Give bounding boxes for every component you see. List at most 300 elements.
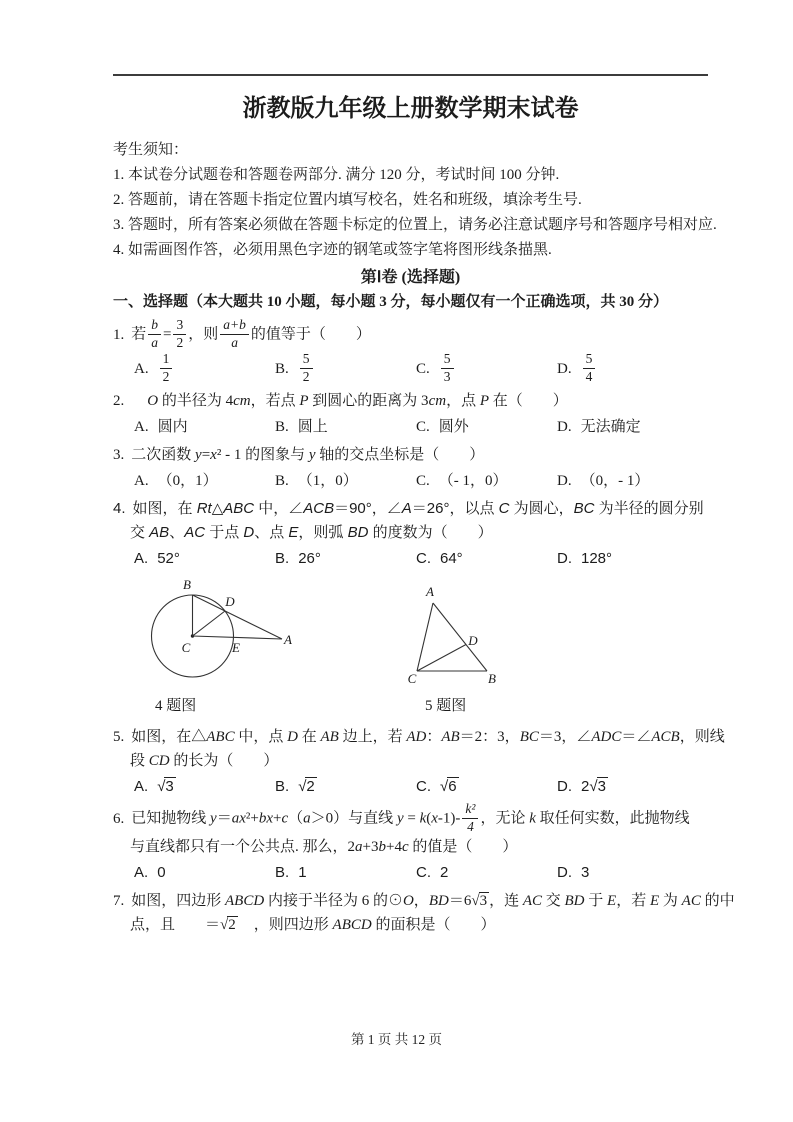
text-run: △ [211,500,224,518]
option-A [134,353,275,385]
question-line [113,803,708,835]
option-value [298,473,358,489]
math-text: x [431,810,438,827]
segment-AC [417,603,433,671]
fraction-denominator: 2 [162,368,170,384]
text-run: ，若 [616,893,650,910]
option-value [440,864,448,881]
text-run: 已知抛物线 [131,810,211,827]
text-run: 中，∠ [254,500,304,518]
question-line [113,889,735,913]
fraction-denominator: a [151,334,159,350]
text-run: 的值是（ ） [408,839,518,856]
math-text: k [419,810,427,827]
option-value [581,550,612,567]
question-line [113,913,708,937]
text-run: ＝ [205,917,221,934]
fraction-numerator: 5 [441,352,454,369]
text-run: 的值等于（ ） [250,326,371,343]
page-footer: 第 1 页 共 12 页 [350,1032,443,1047]
sqrt-expression [220,917,238,933]
page-title: 浙教版九年级上册数学期末试卷 [242,96,579,122]
option-label: B. [275,864,290,882]
option-value [439,351,456,384]
questions-group-b [113,725,735,937]
text-run: 交 [130,524,150,542]
text-run: ，则四边形 [253,917,333,934]
math-text: a [303,810,311,827]
fraction-numerator: 3 [173,318,186,335]
option-value [581,473,650,489]
radicand: 3 [479,893,488,910]
option-value [581,864,589,881]
text-run: ＝ [216,810,232,827]
option-label: B. [275,473,289,490]
radicand: 3 [165,778,174,796]
fraction-numerator: b [148,318,161,335]
option-label: D. [557,778,572,796]
text-run: 圆上 [297,419,328,436]
option-label: B. [275,360,289,377]
text-run: 无法确定 [580,419,641,436]
text-run: （ [288,810,304,827]
math-text: AD [406,729,427,746]
text-run: ，点 [446,393,480,410]
question-number: 1. [113,326,125,343]
question-line [113,725,725,749]
text-run: 为半径的圆分别 [594,500,704,518]
fraction [583,352,596,384]
option-D [557,353,708,385]
figure-4-diagram [135,575,305,691]
math-text: E [607,893,617,910]
math-text: b [378,839,386,856]
text-run: 128° [581,550,613,568]
text-run: ＝90°，∠ [334,500,402,518]
option-C [416,353,557,385]
text-run: ，则弧 [298,524,348,542]
question-line [113,749,708,773]
text-run: 0 [157,864,166,882]
math-text: E [649,893,660,910]
text-run: ，则 [188,326,219,343]
math-text: ABCD [225,893,265,910]
text-run: 轴的交点坐标是（ ） [315,447,485,464]
radical-sign: √ [298,778,307,796]
question-6 [113,803,708,885]
math-text: CD [148,753,170,770]
fraction [173,318,186,350]
math-text: ABC [206,729,235,746]
fraction-denominator: 3 [443,368,451,384]
option-label: C. [416,360,430,377]
figure-4-caption: 4 题图 [155,698,197,715]
fraction-numerator: k² [462,802,478,819]
text-run: （1，0） [297,473,358,490]
option-value [157,864,165,881]
text-run: ＞0）与直线 [310,810,397,827]
radical-sign: √ [157,778,166,796]
segment-CD [417,645,466,672]
question-number: 5. [113,729,125,746]
math-text: a [355,839,363,856]
option-label: C. [416,419,430,436]
math-text: ACB [303,500,335,518]
notice-item-1: 1. 本试卷分试题卷和答题卷两部分. 满分 120 分，考试时间 100 分钟. [113,167,560,183]
radical-sign: √ [589,778,598,796]
section-instruction: 一、选择题（本大题共 10 小题，每小题 3 分，每小题仅有一个正确选项，共 30 分） [113,294,669,310]
question-line [113,497,708,521]
option-label: C. [416,864,431,882]
text-run: 2 [440,864,449,882]
point-label-C: C [181,640,191,656]
point-label-B: B [183,577,191,593]
math-text: ax [231,810,246,827]
radical-sign: √ [471,893,480,910]
question-line [113,521,708,545]
math-text: P [299,393,309,410]
math-text: BD [428,893,449,910]
question-number: 7. [113,893,125,910]
notice-item-2: 2. 答题前，请在答题卡指定位置内填写校名，姓名和班级，填涂考生号. [113,192,582,208]
fraction-numerator: a+b [220,318,249,335]
text-run: 的度数为（ ） [368,524,493,542]
text-run: 如图，在△ [131,729,207,746]
option-C [416,415,557,439]
math-text: bx [258,810,274,827]
fraction [220,318,249,350]
segment-CD [193,611,226,636]
point-label-D: D [468,633,478,649]
text-run: 与直线都只有一个公共点. 那么，2 [130,839,356,856]
text-run: 取任何实数，此抛物线 [535,810,690,827]
text-run: 64° [440,550,463,568]
question-number: 6. [113,810,125,827]
option-label: C. [416,778,431,796]
options-row [134,775,708,799]
text-run: 在（ ） [489,393,568,410]
question-4 [113,497,708,571]
text-run: 1 [298,864,307,882]
option-A [134,861,275,885]
fraction-denominator: a [231,334,238,350]
question-line [113,835,708,859]
math-text: y [396,810,404,827]
text-run: ，则线 [679,729,725,746]
text-run: ，无论 [480,810,530,827]
option-label: A. [134,360,149,377]
math-text: ADC [591,729,622,746]
radicand: 2 [228,917,236,934]
text-run: -1)- [437,810,461,827]
option-D [557,415,708,439]
question-2 [113,389,708,439]
text-run: 的面积是（ ） [371,917,496,934]
text-run: （0，- 1） [580,473,650,490]
options-row [134,353,708,385]
text-run: 的半径为 4 [158,393,234,410]
point-label-E: E [232,640,240,656]
point-label-C: C [407,671,417,687]
math-text: P [479,393,489,410]
fraction [160,352,173,384]
question-5 [113,725,725,799]
option-C [416,469,557,493]
option-value [440,550,463,567]
notice-item-4: 4. 如需画图作答，必须用黑色字迹的钢笔或签字笔将图形线条描黑. [113,242,552,258]
math-text: E [288,524,299,542]
option-C [416,775,557,799]
text-run: （- 1，0） [438,473,508,490]
section-title: 第Ⅰ卷 (选择题) [360,269,461,286]
fraction-denominator: 2 [302,368,310,384]
question-3 [113,443,708,493]
option-value [157,778,176,795]
text-run: ，若点 [250,393,300,410]
radical-sign: √ [440,778,449,796]
option-label: B. [275,778,290,796]
option-D [557,775,708,799]
text-run: 圆内 [157,419,188,436]
math-text: C [498,500,510,518]
text-run: = [163,326,172,343]
question-line [113,443,708,467]
text-run: 边上，若 [338,729,407,746]
text-run: （0，1） [157,473,218,490]
text-run: 2 [581,778,590,796]
text-run: ² - 1 的图象与 [216,447,309,464]
option-value [581,419,641,435]
text-run: 交 [542,893,565,910]
text-run: 段 [130,753,149,770]
option-B [275,415,416,439]
sqrt-expression [298,778,317,795]
option-label: B. [275,419,289,436]
option-label: A. [134,550,149,568]
point-label-B: B [488,671,496,687]
option-label: A. [134,419,149,436]
math-text: O [147,393,159,410]
point-label-D: D [225,594,235,610]
text-run: = [403,810,420,827]
option-A [134,415,275,439]
math-text: A [401,500,412,518]
figures-row [113,573,708,721]
text-run: 到圆心的距离为 3 [308,393,429,410]
option-B [275,469,416,493]
figure-5-caption: 5 题图 [425,698,467,715]
math-text: ABC [223,500,255,518]
text-run: 如图，四边形 [131,893,226,910]
question-7 [113,889,735,937]
option-value [298,419,328,435]
option-value [440,778,459,795]
text-run: ＝2：3， [459,729,520,746]
question-number: 2. [113,393,125,410]
option-label: D. [557,360,572,377]
sqrt-expression [471,893,489,909]
math-text: cm [428,393,447,410]
math-text: AC [184,524,206,542]
math-text: AC [681,893,701,910]
segment-BA [193,595,283,639]
notice-label: 考生须知： [113,142,189,158]
option-value [581,351,598,384]
fraction-denominator: 2 [176,334,184,350]
fraction-denominator: 4 [585,368,593,384]
text-run: 内接于半径为 6 的⊙ [264,893,403,910]
point-label-A: A [284,632,292,648]
math-text: k [529,810,536,827]
text-run: 为圆心， [509,500,574,518]
text-run: 26° [298,550,321,568]
point-label-A: A [426,584,434,600]
option-label: D. [557,473,572,490]
text-run: ： [426,729,442,746]
options-row [134,547,708,571]
text-run: ＝3，∠ [538,729,592,746]
option-A [134,547,275,571]
text-run: 若 [131,326,147,343]
option-value [298,351,315,384]
text-run: ²+ [245,810,259,827]
math-text: x [210,447,217,464]
text-run: 、点 [254,524,289,542]
math-text: Rt [196,500,212,518]
option-label: D. [557,550,572,568]
radicand: 3 [597,778,606,796]
fraction-denominator: 4 [467,818,474,834]
option-value [158,473,218,489]
math-text: ABCD [332,917,372,934]
math-text: AB [149,524,170,542]
option-value [581,778,608,795]
fraction-numerator: 1 [160,352,173,369]
math-text: y [210,810,217,827]
text-run: ＝6 [448,893,472,910]
fraction [441,352,454,384]
sqrt-expression [589,778,608,795]
text-run: 二次函数 [131,447,196,464]
options-row [134,415,708,439]
option-label: A. [134,778,149,796]
text-run: = [201,447,211,464]
text-run: 的中 [700,893,735,910]
option-value [439,473,508,489]
text-run: 点，且 [130,917,176,934]
text-run: ，连 [489,893,523,910]
text-run: ＝∠ [621,729,652,746]
figure-5-diagram [400,581,510,689]
question-number: 3. [113,447,125,464]
sqrt-expression [157,778,176,795]
text-run: 为 [659,893,682,910]
page-content [113,0,735,937]
text-run: 圆外 [438,419,469,436]
text-run: ， [413,893,429,910]
option-label: D. [557,864,572,882]
option-value [298,778,317,795]
option-D [557,861,708,885]
math-text: c [401,839,409,856]
option-value [439,419,469,435]
option-label: B. [275,550,290,568]
text-run: + [273,810,282,827]
fraction-numerator: 5 [300,352,313,369]
question-line [113,389,708,413]
text-run: 52° [157,550,180,568]
option-value [158,419,188,435]
text-run: ＝26°，以点 [411,500,499,518]
text-run: +4 [385,839,402,856]
segment-AB [433,603,487,671]
math-text: AB [441,729,460,746]
option-B [275,775,416,799]
question-1 [113,319,708,385]
math-text: O [402,893,414,910]
math-text: BC [519,729,539,746]
math-text: BD [564,893,585,910]
option-A [134,775,275,799]
math-text: BD [347,524,369,542]
questions-group-a [113,319,708,571]
sqrt-expression [440,778,459,795]
text-run: 中，点 [234,729,288,746]
math-text: c [281,810,289,827]
option-A [134,469,275,493]
math-text: AC [522,893,542,910]
option-B [275,547,416,571]
radicand: 6 [448,778,457,796]
option-value [158,351,175,384]
option-B [275,861,416,885]
segment-CA [193,636,283,639]
question-line [113,319,708,351]
math-text: D [243,524,255,542]
option-D [557,469,708,493]
option-B [275,353,416,385]
fraction-numerator: 5 [583,352,596,369]
option-value [298,864,306,881]
math-text: ACB [651,729,680,746]
math-text: D [287,729,298,746]
math-text: y [195,447,202,464]
option-label: A. [134,864,149,882]
text-run: ( [426,810,432,827]
option-value [157,550,180,567]
option-C [416,547,557,571]
text-run: +3 [362,839,379,856]
radicand: 2 [306,778,315,796]
option-C [416,861,557,885]
options-row [134,469,708,493]
text-run: 3 [581,864,590,882]
option-label: D. [557,419,572,436]
text-run: 于 [584,893,608,910]
fraction [300,352,313,384]
option-D [557,547,708,571]
fraction [148,318,161,350]
text-run: 于点 [205,524,244,542]
notice-item-3: 3. 答题时，所有答案必须做在答题卡标定的位置上，请务必注意试题序号和答题序号相对应. [113,217,717,233]
option-value [298,550,321,567]
math-text: BC [573,500,595,518]
math-text: y [308,447,316,464]
fraction [462,802,478,834]
option-label: C. [416,473,430,490]
text-run: 、 [169,524,185,542]
radical-sign: √ [220,917,229,934]
